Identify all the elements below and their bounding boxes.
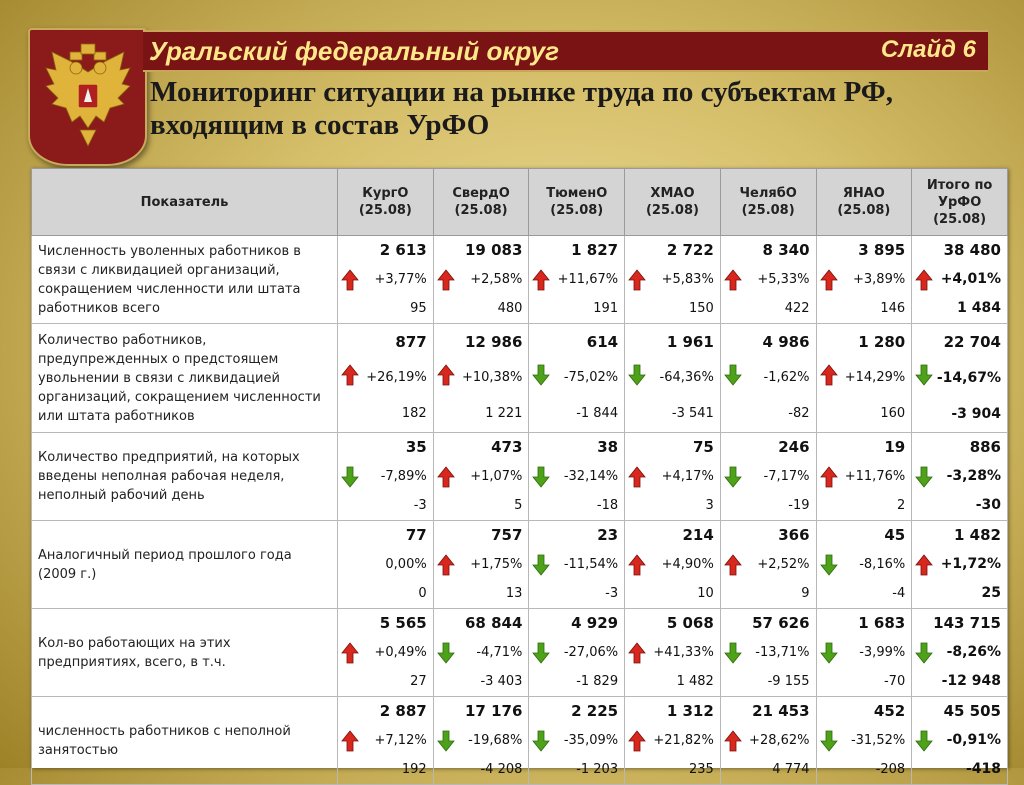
percent-text: +5,83% [661, 272, 714, 287]
percent-text: +21,82% [653, 733, 714, 748]
cell-delta: 0 [418, 586, 427, 601]
indicator-label: Численность уволенных работников в связи с ликвидацией организаций, сокращением численности или штата работников всего [32, 236, 338, 324]
data-cell [433, 324, 529, 433]
percent-text: +2,58% [470, 272, 523, 287]
data-table-container [31, 168, 1008, 777]
cell-delta: 191 [593, 301, 619, 316]
monitoring-table [31, 168, 1008, 785]
cell-delta: -1 844 [576, 406, 619, 421]
cell-delta: -30 [975, 497, 1001, 513]
cell-delta: -1 829 [576, 674, 619, 689]
cell-value: 38 480 [943, 241, 1001, 259]
percent-text: 0,00% [385, 557, 427, 572]
percent-text: +3,77% [374, 272, 427, 287]
down-arrow-icon [532, 466, 550, 488]
down-arrow-icon [437, 730, 455, 752]
percent-text: -1,62% [763, 370, 810, 385]
cell-value: 4 986 [762, 333, 810, 351]
cell-percent-change [529, 726, 624, 755]
cell-delta: 5 [514, 498, 523, 513]
cell-delta: -3 [413, 498, 427, 513]
table-row [32, 236, 1008, 324]
cell-value: 77 [405, 526, 427, 544]
cell-value: 1 827 [571, 241, 619, 259]
indicator-label: Количество предприятий, на которых введены неполная рабочая неделя, неполный рабочий день [32, 433, 338, 521]
cell-value: 1 961 [666, 333, 714, 351]
cell-percent-change [529, 462, 624, 491]
percent-text: +0,49% [374, 645, 427, 660]
cell-delta: -9 155 [767, 674, 810, 689]
data-cell [625, 697, 721, 785]
cell-delta: 1 482 [676, 674, 714, 689]
cell-percent-change [721, 462, 816, 491]
table-row [32, 433, 1008, 521]
percent-text: -64,36% [659, 370, 714, 385]
cell-delta: -1 203 [576, 762, 619, 777]
percent-text: +3,89% [853, 272, 906, 287]
cell-delta: -18 [596, 498, 619, 513]
cell-percent-change [625, 550, 720, 579]
up-arrow-icon [341, 364, 359, 386]
cell-value: 5 565 [379, 614, 427, 632]
up-arrow-icon [628, 642, 646, 664]
up-arrow-icon [820, 466, 838, 488]
down-arrow-icon [628, 364, 646, 386]
cell-percent-change [817, 550, 912, 579]
cell-value: 22 704 [943, 333, 1001, 351]
cell-percent-change [338, 265, 433, 294]
cell-percent-change [625, 265, 720, 294]
down-arrow-icon [724, 364, 742, 386]
percent-text: -0,91% [946, 732, 1001, 748]
data-cell [720, 324, 816, 433]
data-cell [338, 697, 434, 785]
column-header: ЯНАО (25.08) [816, 169, 912, 236]
percent-text: -8,26% [946, 644, 1001, 660]
cell-value: 45 505 [943, 702, 1001, 720]
cell-percent-change [912, 550, 1007, 579]
region-title: Уральский федеральный округ [149, 36, 560, 66]
down-arrow-icon [915, 466, 933, 488]
cell-percent-change [529, 360, 624, 396]
data-cell [720, 521, 816, 609]
data-cell [433, 236, 529, 324]
data-cell [625, 433, 721, 521]
percent-text: -3,99% [859, 645, 906, 660]
cell-percent-change [434, 265, 529, 294]
cell-value: 2 225 [571, 702, 619, 720]
column-header: ТюменО (25.08) [529, 169, 625, 236]
cell-value: 1 280 [858, 333, 906, 351]
cell-percent-change [721, 360, 816, 396]
up-arrow-icon [915, 554, 933, 576]
cell-value: 2 887 [379, 702, 427, 720]
percent-text: -35,09% [563, 733, 619, 748]
percent-text: +41,33% [653, 645, 714, 660]
column-header: КургО (25.08) [338, 169, 434, 236]
cell-percent-change [912, 265, 1007, 294]
cell-delta: -70 [883, 674, 906, 689]
column-header: ХМАО (25.08) [625, 169, 721, 236]
column-header: СвердО (25.08) [433, 169, 529, 236]
cell-value: 473 [491, 438, 523, 456]
cell-delta: 95 [410, 301, 427, 316]
percent-text: +1,72% [940, 556, 1001, 572]
data-cell [912, 324, 1008, 433]
percent-text: -3,28% [946, 468, 1001, 484]
percent-text: -11,54% [563, 557, 619, 572]
down-arrow-icon [915, 642, 933, 664]
percent-text: -4,71% [476, 645, 523, 660]
cell-value: 19 083 [464, 241, 523, 259]
data-cell [338, 324, 434, 433]
cell-delta: 3 [705, 498, 714, 513]
cell-value: 1 683 [858, 614, 906, 632]
percent-text: -7,17% [763, 469, 810, 484]
up-arrow-icon [820, 269, 838, 291]
data-cell [720, 697, 816, 785]
percent-text: +4,90% [661, 557, 714, 572]
cell-delta: 1 484 [957, 300, 1001, 316]
cell-delta: 150 [688, 301, 714, 316]
percent-text: +11,76% [844, 469, 906, 484]
cell-percent-change [625, 726, 720, 755]
data-cell [433, 697, 529, 785]
up-arrow-icon [724, 730, 742, 752]
percent-text: -75,02% [563, 370, 619, 385]
data-cell [912, 433, 1008, 521]
up-arrow-icon [437, 364, 455, 386]
cell-percent-change [434, 638, 529, 667]
indicator-label: Кол-во работающих на этих предприятиях, всего, в т.ч. [32, 609, 338, 697]
data-cell [816, 609, 912, 697]
table-row [32, 521, 1008, 609]
percent-text: +28,62% [749, 733, 810, 748]
cell-delta: 13 [505, 586, 523, 601]
cell-value: 452 [873, 702, 906, 720]
cell-percent-change [721, 550, 816, 579]
up-arrow-icon [628, 269, 646, 291]
indicator-label: Аналогичный период прошлого года (2009 г.) [32, 521, 338, 609]
cell-delta: 235 [688, 762, 714, 777]
data-cell [625, 521, 721, 609]
percent-text: +14,29% [844, 370, 906, 385]
percent-text: -31,52% [850, 733, 906, 748]
cell-value: 17 176 [464, 702, 523, 720]
cell-value: 877 [395, 333, 427, 351]
cell-delta: -82 [788, 406, 810, 421]
cell-percent-change [817, 726, 912, 755]
table-header-row [32, 169, 1008, 236]
cell-value: 143 715 [933, 614, 1001, 632]
data-cell [338, 521, 434, 609]
cell-percent-change [912, 638, 1007, 667]
down-arrow-icon [820, 730, 838, 752]
down-arrow-icon [820, 554, 838, 576]
cell-value: 35 [405, 438, 427, 456]
cell-percent-change [434, 550, 529, 579]
cell-percent-change [721, 265, 816, 294]
data-cell [816, 521, 912, 609]
page-title: Мониторинг ситуации на рынке труда по субъектам РФ, входящим в состав УрФО [150, 76, 893, 141]
cell-percent-change [625, 462, 720, 491]
table-row [32, 697, 1008, 785]
cell-delta: -12 948 [941, 673, 1001, 689]
cell-delta: -3 403 [480, 674, 523, 689]
data-cell [720, 433, 816, 521]
cell-delta: 25 [981, 585, 1001, 601]
percent-text: +1,07% [470, 469, 523, 484]
cell-delta: -3 904 [951, 406, 1001, 422]
cell-delta: 27 [410, 674, 427, 689]
up-arrow-icon [341, 642, 359, 664]
header-bar [143, 30, 988, 72]
cell-percent-change [338, 462, 433, 491]
percent-text: +5,33% [757, 272, 810, 287]
cell-delta: 422 [784, 301, 810, 316]
column-header: Итого по УрФО (25.08) [912, 169, 1008, 236]
percent-text: -19,68% [468, 733, 523, 748]
table-row [32, 609, 1008, 697]
cell-value: 2 722 [666, 241, 714, 259]
data-cell [338, 609, 434, 697]
cell-percent-change [338, 638, 433, 667]
data-cell [720, 609, 816, 697]
cell-value: 21 453 [752, 702, 810, 720]
cell-value: 45 [884, 526, 906, 544]
cell-value: 75 [692, 438, 714, 456]
cell-delta: 9 [801, 586, 810, 601]
cell-value: 19 [884, 438, 906, 456]
up-arrow-icon [437, 554, 455, 576]
cell-value: 757 [491, 526, 523, 544]
down-arrow-icon [915, 730, 933, 752]
cell-percent-change [338, 550, 433, 579]
cell-delta: -3 541 [671, 406, 714, 421]
data-cell [625, 236, 721, 324]
cell-value: 886 [969, 438, 1001, 456]
data-cell [912, 521, 1008, 609]
cell-value: 23 [597, 526, 619, 544]
data-cell [338, 236, 434, 324]
cell-delta: -19 [788, 498, 810, 513]
data-cell [625, 324, 721, 433]
cell-value: 12 986 [464, 333, 523, 351]
data-cell [433, 521, 529, 609]
data-cell [816, 236, 912, 324]
percent-text: +4,17% [661, 469, 714, 484]
cell-percent-change [338, 360, 433, 396]
cell-delta: 10 [697, 586, 714, 601]
cell-percent-change [912, 462, 1007, 491]
column-header: ЧелябО (25.08) [720, 169, 816, 236]
cell-value: 246 [778, 438, 810, 456]
up-arrow-icon [915, 269, 933, 291]
data-cell [529, 521, 625, 609]
cell-percent-change [721, 726, 816, 755]
up-arrow-icon [341, 269, 359, 291]
slide-number: Слайд 6 [880, 36, 976, 63]
cell-value: 3 895 [858, 241, 906, 259]
cell-value: 1 482 [954, 526, 1001, 544]
indicator-label: численность работников с неполной занятостью [32, 697, 338, 785]
up-arrow-icon [437, 466, 455, 488]
cell-value: 57 626 [752, 614, 810, 632]
table-row [32, 324, 1008, 433]
cell-delta: 160 [880, 406, 906, 421]
up-arrow-icon [628, 466, 646, 488]
up-arrow-icon [820, 364, 838, 386]
cell-delta: 2 [896, 498, 906, 513]
up-arrow-icon [437, 269, 455, 291]
percent-text: +1,75% [470, 557, 523, 572]
data-cell [338, 433, 434, 521]
data-cell [433, 433, 529, 521]
cell-delta: -3 [605, 586, 619, 601]
coat-of-arms-emblem [28, 28, 147, 166]
down-arrow-icon [532, 554, 550, 576]
data-cell [912, 697, 1008, 785]
cell-percent-change [338, 726, 433, 755]
cell-delta: -4 [892, 586, 906, 601]
cell-percent-change [529, 638, 624, 667]
cell-percent-change [817, 462, 912, 491]
up-arrow-icon [724, 269, 742, 291]
cell-delta: -208 [875, 762, 906, 777]
cell-percent-change [817, 638, 912, 667]
data-cell [720, 236, 816, 324]
up-arrow-icon [628, 554, 646, 576]
percent-text: -32,14% [563, 469, 619, 484]
data-cell [816, 433, 912, 521]
down-arrow-icon [341, 466, 359, 488]
down-arrow-icon [724, 642, 742, 664]
data-cell [433, 609, 529, 697]
down-arrow-icon [915, 364, 933, 386]
down-arrow-icon [437, 642, 455, 664]
indicator-label: Количество работников, предупрежденных о предстоящем увольнении в связи с ликвидацией организаций, сокращением численности или штата работников [32, 324, 338, 433]
percent-text: +2,52% [757, 557, 810, 572]
data-cell [625, 609, 721, 697]
down-arrow-icon [532, 730, 550, 752]
percent-text: -14,67% [936, 370, 1001, 386]
cell-value: 614 [586, 333, 619, 351]
cell-percent-change [912, 726, 1007, 755]
data-cell [529, 433, 625, 521]
down-arrow-icon [724, 466, 742, 488]
cell-percent-change [721, 638, 816, 667]
cell-delta: -4 208 [480, 762, 523, 777]
up-arrow-icon [341, 730, 359, 752]
percent-text: +26,19% [366, 370, 427, 385]
data-cell [912, 236, 1008, 324]
double-headed-eagle-icon [42, 42, 134, 152]
percent-text: -27,06% [563, 645, 619, 660]
up-arrow-icon [532, 269, 550, 291]
percent-text: +7,12% [374, 733, 427, 748]
data-cell [816, 324, 912, 433]
cell-percent-change [434, 462, 529, 491]
cell-delta: -418 [965, 761, 1001, 777]
cell-value: 5 068 [666, 614, 714, 632]
cell-percent-change [434, 726, 529, 755]
percent-text: +10,38% [461, 370, 523, 385]
cell-delta: 4 774 [772, 762, 810, 777]
cell-percent-change [912, 360, 1007, 396]
cell-percent-change [529, 550, 624, 579]
down-arrow-icon [820, 642, 838, 664]
cell-percent-change [434, 360, 529, 396]
cell-percent-change [625, 360, 720, 396]
cell-delta: 146 [880, 301, 906, 316]
cell-percent-change [817, 360, 912, 396]
cell-value: 8 340 [762, 241, 810, 259]
data-cell [529, 324, 625, 433]
data-cell [529, 697, 625, 785]
data-cell [529, 236, 625, 324]
cell-value: 4 929 [571, 614, 619, 632]
percent-text: -7,89% [380, 469, 427, 484]
cell-value: 38 [597, 438, 619, 456]
percent-text: -13,71% [755, 645, 810, 660]
data-cell [529, 609, 625, 697]
cell-value: 2 613 [379, 241, 427, 259]
percent-text: +11,67% [557, 272, 619, 287]
cell-delta: 1 221 [485, 406, 523, 421]
cell-delta: 480 [497, 301, 523, 316]
percent-text: +4,01% [940, 271, 1001, 287]
cell-value: 68 844 [464, 614, 523, 632]
column-header-indicator: Показатель [32, 169, 338, 236]
cell-value: 1 312 [666, 702, 714, 720]
cell-delta: 182 [401, 406, 427, 421]
cell-percent-change [817, 265, 912, 294]
up-arrow-icon [724, 554, 742, 576]
cell-delta: 192 [401, 762, 427, 777]
down-arrow-icon [532, 364, 550, 386]
data-cell [912, 609, 1008, 697]
cell-value: 366 [778, 526, 810, 544]
percent-text: -8,16% [859, 557, 906, 572]
cell-percent-change [625, 638, 720, 667]
data-cell [816, 697, 912, 785]
up-arrow-icon [628, 730, 646, 752]
cell-value: 214 [682, 526, 714, 544]
cell-percent-change [529, 265, 624, 294]
down-arrow-icon [532, 642, 550, 664]
